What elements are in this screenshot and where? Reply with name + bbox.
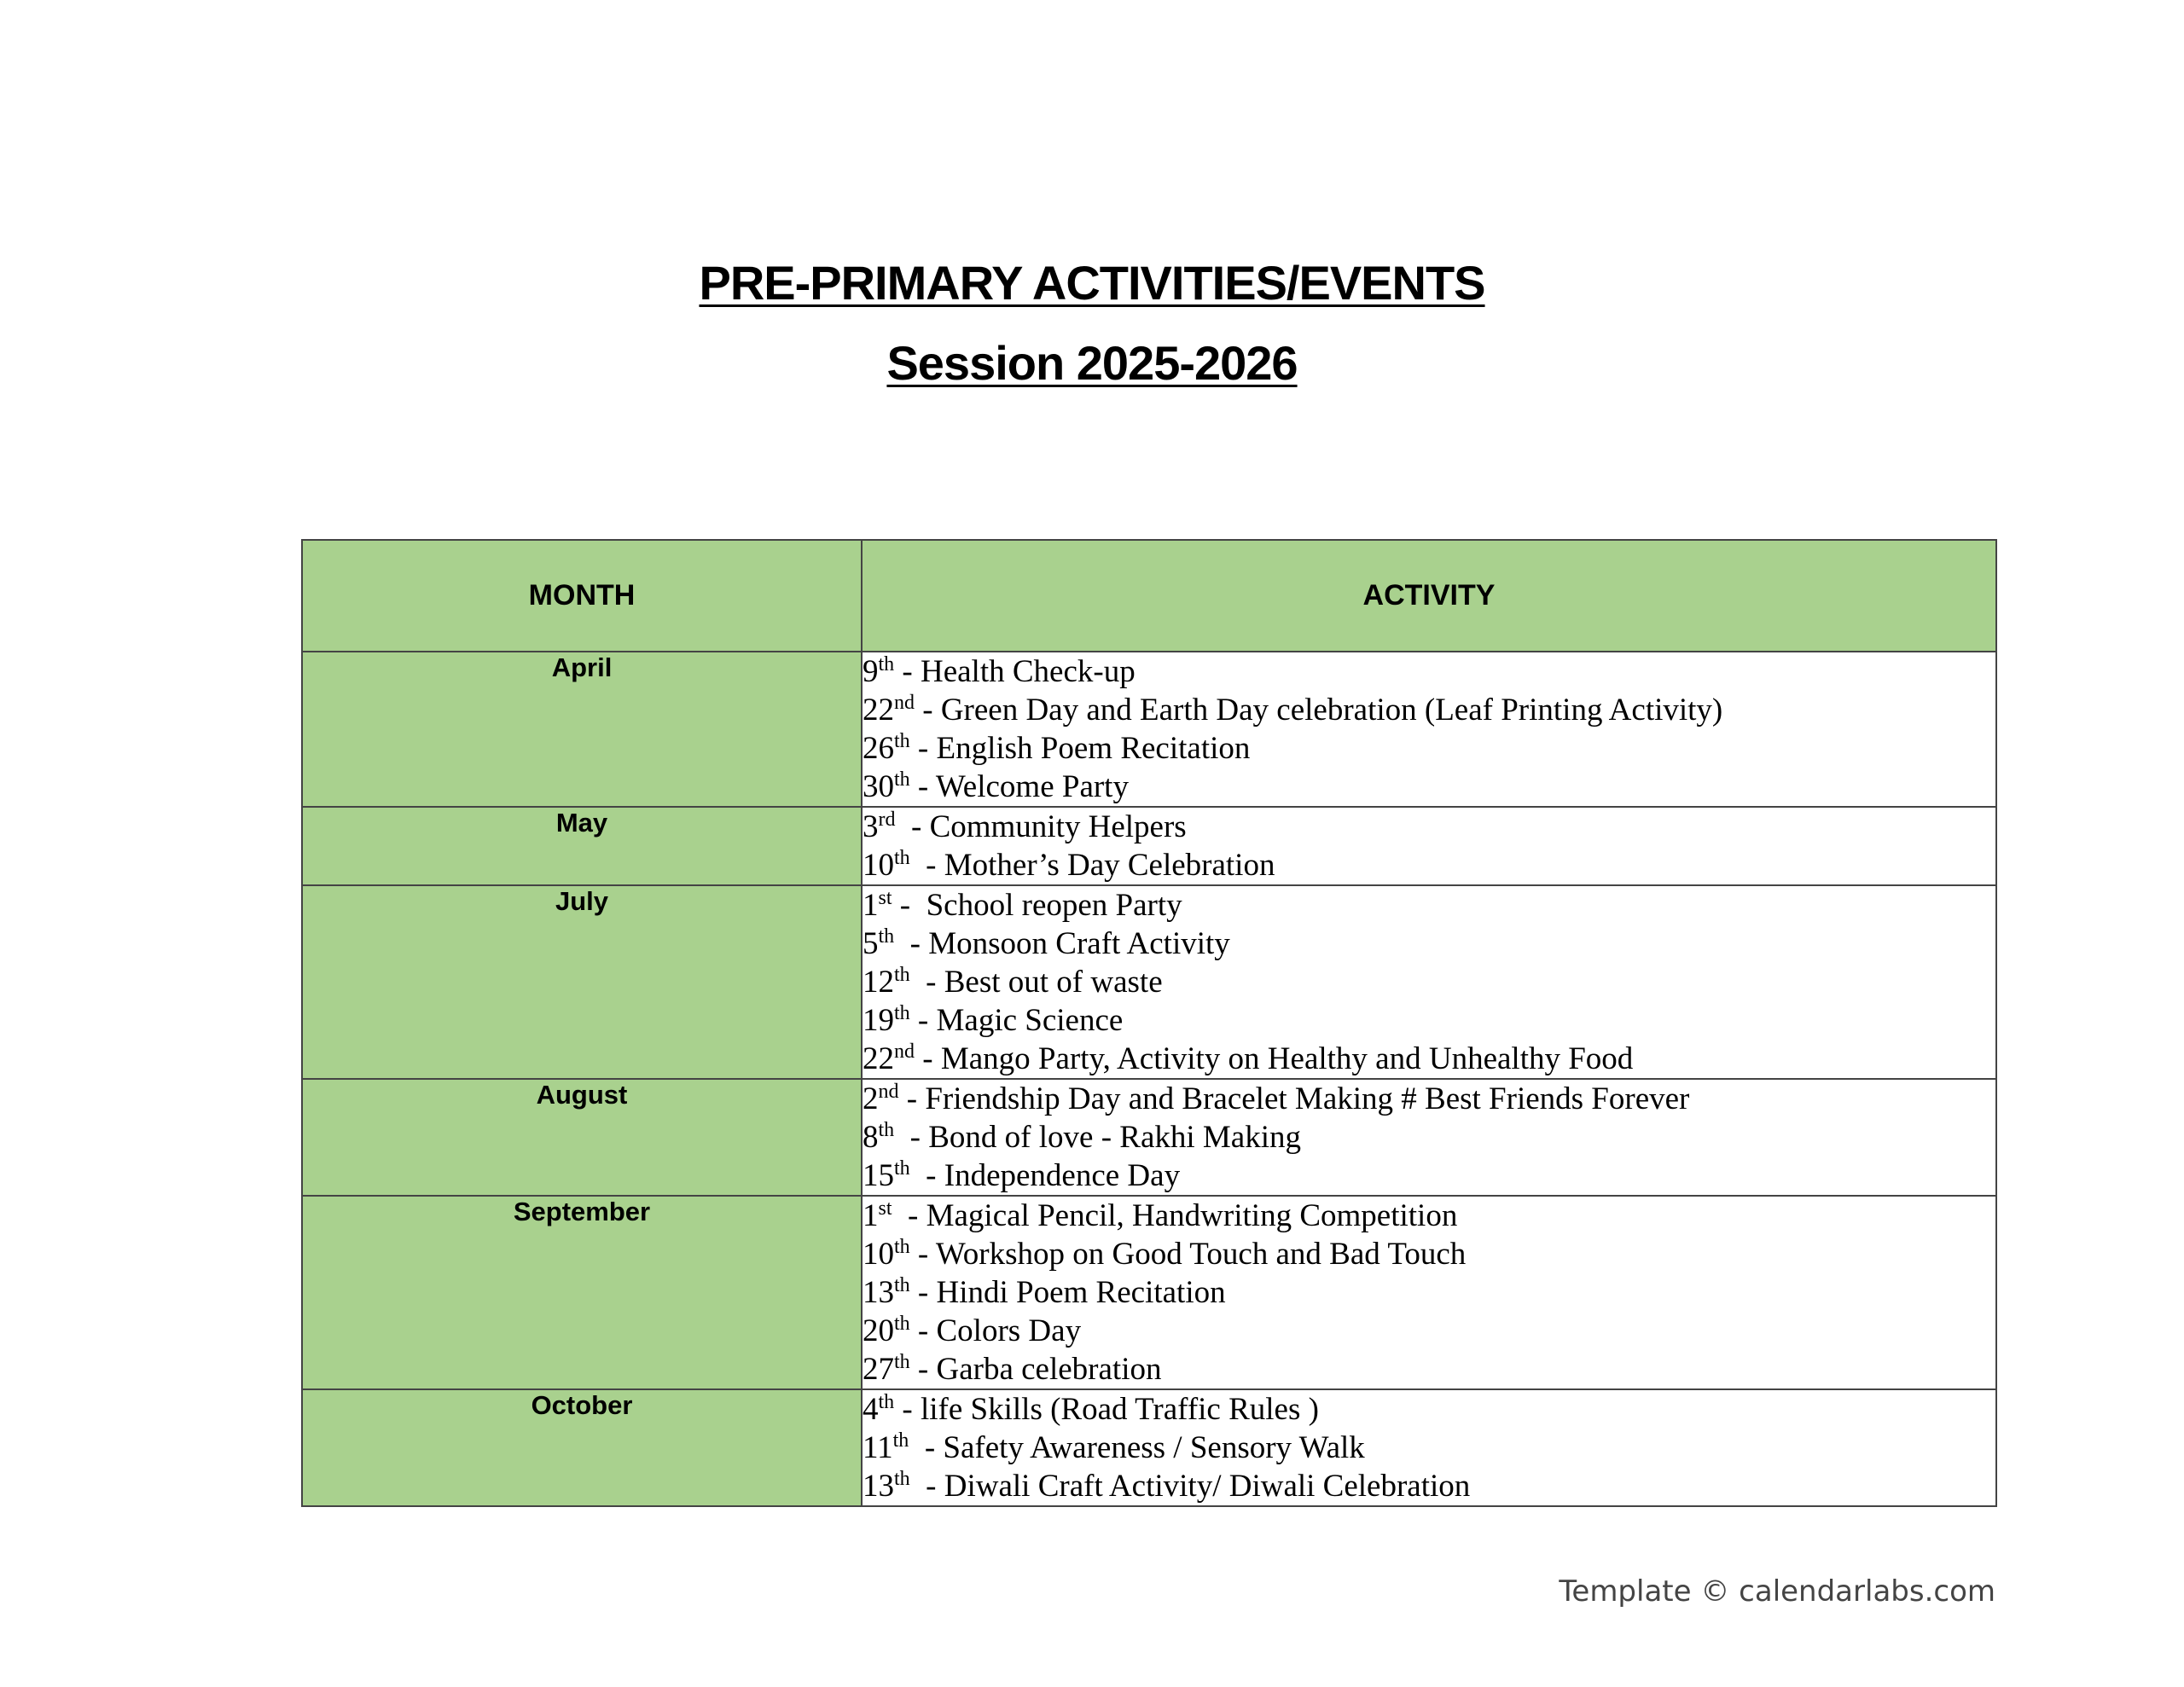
- activity-day: 1: [863, 888, 879, 923]
- table-body: [302, 652, 1996, 1506]
- activity-item: [863, 1118, 1995, 1157]
- activity-description: - Mother’s Day Celebration: [909, 848, 1275, 883]
- activity-day: 30: [863, 769, 894, 804]
- activity-item: [863, 1001, 1995, 1040]
- table-row: [302, 807, 1996, 885]
- table-row: [302, 1196, 1996, 1389]
- day-ordinal-suffix: nd: [894, 1041, 915, 1063]
- activity-description: - Community Helpers: [895, 809, 1187, 844]
- activity-item: [863, 1429, 1995, 1467]
- day-ordinal-suffix: th: [892, 1429, 909, 1452]
- activity-day: 22: [863, 1041, 894, 1076]
- month-cell: May: [302, 807, 862, 885]
- activity-item: [863, 846, 1995, 884]
- day-ordinal-suffix: st: [878, 1197, 892, 1220]
- activity-description: - Magical Pencil, Handwriting Competition: [892, 1198, 1458, 1233]
- activity-day: 19: [863, 1003, 894, 1038]
- activity-description: - life Skills (Road Traffic Rules ): [894, 1392, 1319, 1427]
- activity-day: 5: [863, 926, 879, 961]
- activity-day: 10: [863, 848, 894, 883]
- activity-item: [863, 1080, 1995, 1118]
- activity-description: - Diwali Craft Activity/ Diwali Celebration: [909, 1469, 1471, 1504]
- table-header-row: [302, 540, 1996, 652]
- activity-item: [863, 1312, 1995, 1350]
- activity-description: - Best out of waste: [909, 965, 1163, 1000]
- activity-description: - Friendship Day and Bracelet Making # Best Friends Forever: [898, 1081, 1690, 1116]
- day-ordinal-suffix: th: [894, 964, 910, 986]
- activity-item: [863, 652, 1995, 691]
- activity-item: [863, 1197, 1995, 1235]
- day-ordinal-suffix: th: [894, 1157, 910, 1180]
- activity-day: 1: [863, 1198, 879, 1233]
- activity-day: 4: [863, 1392, 879, 1427]
- day-ordinal-suffix: th: [894, 847, 910, 869]
- activity-item: [863, 1350, 1995, 1388]
- month-cell: October: [302, 1389, 862, 1506]
- activity-item: [863, 1467, 1995, 1505]
- day-ordinal-suffix: nd: [894, 692, 915, 714]
- day-ordinal-suffix: th: [878, 653, 895, 675]
- activity-cell: [862, 1079, 1996, 1196]
- day-ordinal-suffix: nd: [878, 1081, 899, 1103]
- month-cell: July: [302, 885, 862, 1079]
- activity-cell: [862, 652, 1996, 807]
- activity-cell: [862, 1389, 1996, 1506]
- activity-cell: [862, 807, 1996, 885]
- activity-day: 13: [863, 1469, 894, 1504]
- activity-day: 22: [863, 693, 894, 728]
- activity-day: 26: [863, 731, 894, 766]
- month-cell: August: [302, 1079, 862, 1196]
- activity-description: - Safety Awareness / Sensory Walk: [909, 1430, 1365, 1465]
- activity-day: 15: [863, 1158, 894, 1193]
- day-ordinal-suffix: th: [894, 1274, 910, 1296]
- activity-item: [863, 963, 1995, 1001]
- activity-description: - Workshop on Good Touch and Bad Touch: [909, 1237, 1467, 1272]
- month-cell: April: [302, 652, 862, 807]
- activity-item: [863, 808, 1995, 846]
- day-ordinal-suffix: th: [894, 1002, 910, 1024]
- activity-item: [863, 1040, 1995, 1078]
- activity-item: [863, 1157, 1995, 1195]
- day-ordinal-suffix: th: [894, 1313, 910, 1335]
- activity-description: - Mango Party, Activity on Healthy and Unhealthy Food: [915, 1041, 1634, 1076]
- activity-description: - Colors Day: [909, 1313, 1082, 1348]
- day-ordinal-suffix: st: [878, 887, 892, 909]
- activity-day: 11: [863, 1430, 893, 1465]
- activity-item: [863, 729, 1995, 768]
- activity-description: - Independence Day: [909, 1158, 1181, 1193]
- activity-description: - Magic Science: [909, 1003, 1124, 1038]
- table-row: [302, 652, 1996, 807]
- activity-item: [863, 925, 1995, 963]
- activity-item: [863, 1273, 1995, 1312]
- activity-day: 3: [863, 809, 879, 844]
- activity-day: 10: [863, 1237, 894, 1272]
- day-ordinal-suffix: th: [894, 1351, 910, 1373]
- activity-day: 27: [863, 1352, 894, 1387]
- activity-description: - Bond of love - Rakhi Making: [894, 1120, 1301, 1155]
- activity-description: - Health Check-up: [894, 654, 1136, 689]
- day-ordinal-suffix: th: [878, 1391, 895, 1413]
- activity-item: [863, 1390, 1995, 1429]
- activity-description: - School reopen Party: [892, 888, 1182, 923]
- activity-description: - Monsoon Craft Activity: [894, 926, 1230, 961]
- activity-item: [863, 886, 1995, 925]
- activity-item: [863, 691, 1995, 729]
- activity-day: 12: [863, 965, 894, 1000]
- day-ordinal-suffix: th: [894, 1236, 910, 1258]
- table-row: [302, 1079, 1996, 1196]
- day-ordinal-suffix: th: [878, 1119, 895, 1141]
- day-ordinal-suffix: rd: [878, 809, 896, 831]
- activity-day: 20: [863, 1313, 894, 1348]
- day-ordinal-suffix: th: [878, 925, 895, 948]
- activity-description: - Garba celebration: [909, 1352, 1162, 1387]
- table-row: [302, 885, 1996, 1079]
- template-credit: Template © calendarlabs.com: [1559, 1574, 1995, 1609]
- activity-day: 2: [863, 1081, 879, 1116]
- session-subtitle: Session 2025-2026: [886, 336, 1298, 390]
- day-ordinal-suffix: th: [894, 768, 910, 791]
- activities-table: [301, 539, 1997, 1507]
- day-ordinal-suffix: th: [894, 730, 910, 752]
- month-column-header: MONTH: [302, 540, 862, 652]
- activity-day: 9: [863, 654, 879, 689]
- activity-column-header: ACTIVITY: [862, 540, 1996, 652]
- document-title: PRE-PRIMARY ACTIVITIES/EVENTS: [699, 256, 1485, 310]
- activity-day: 13: [863, 1275, 894, 1310]
- activity-description: - Green Day and Earth Day celebration (Leaf Printing Activity): [915, 693, 1723, 728]
- activity-cell: [862, 885, 1996, 1079]
- activity-item: [863, 1235, 1995, 1273]
- day-ordinal-suffix: th: [894, 1468, 910, 1490]
- activity-cell: [862, 1196, 1996, 1389]
- activity-description: - Welcome Party: [909, 769, 1129, 804]
- activity-day: 8: [863, 1120, 879, 1155]
- month-cell: September: [302, 1196, 862, 1389]
- table-row: [302, 1389, 1996, 1506]
- activity-description: - English Poem Recitation: [909, 731, 1251, 766]
- activity-description: - Hindi Poem Recitation: [909, 1275, 1226, 1310]
- activity-item: [863, 768, 1995, 806]
